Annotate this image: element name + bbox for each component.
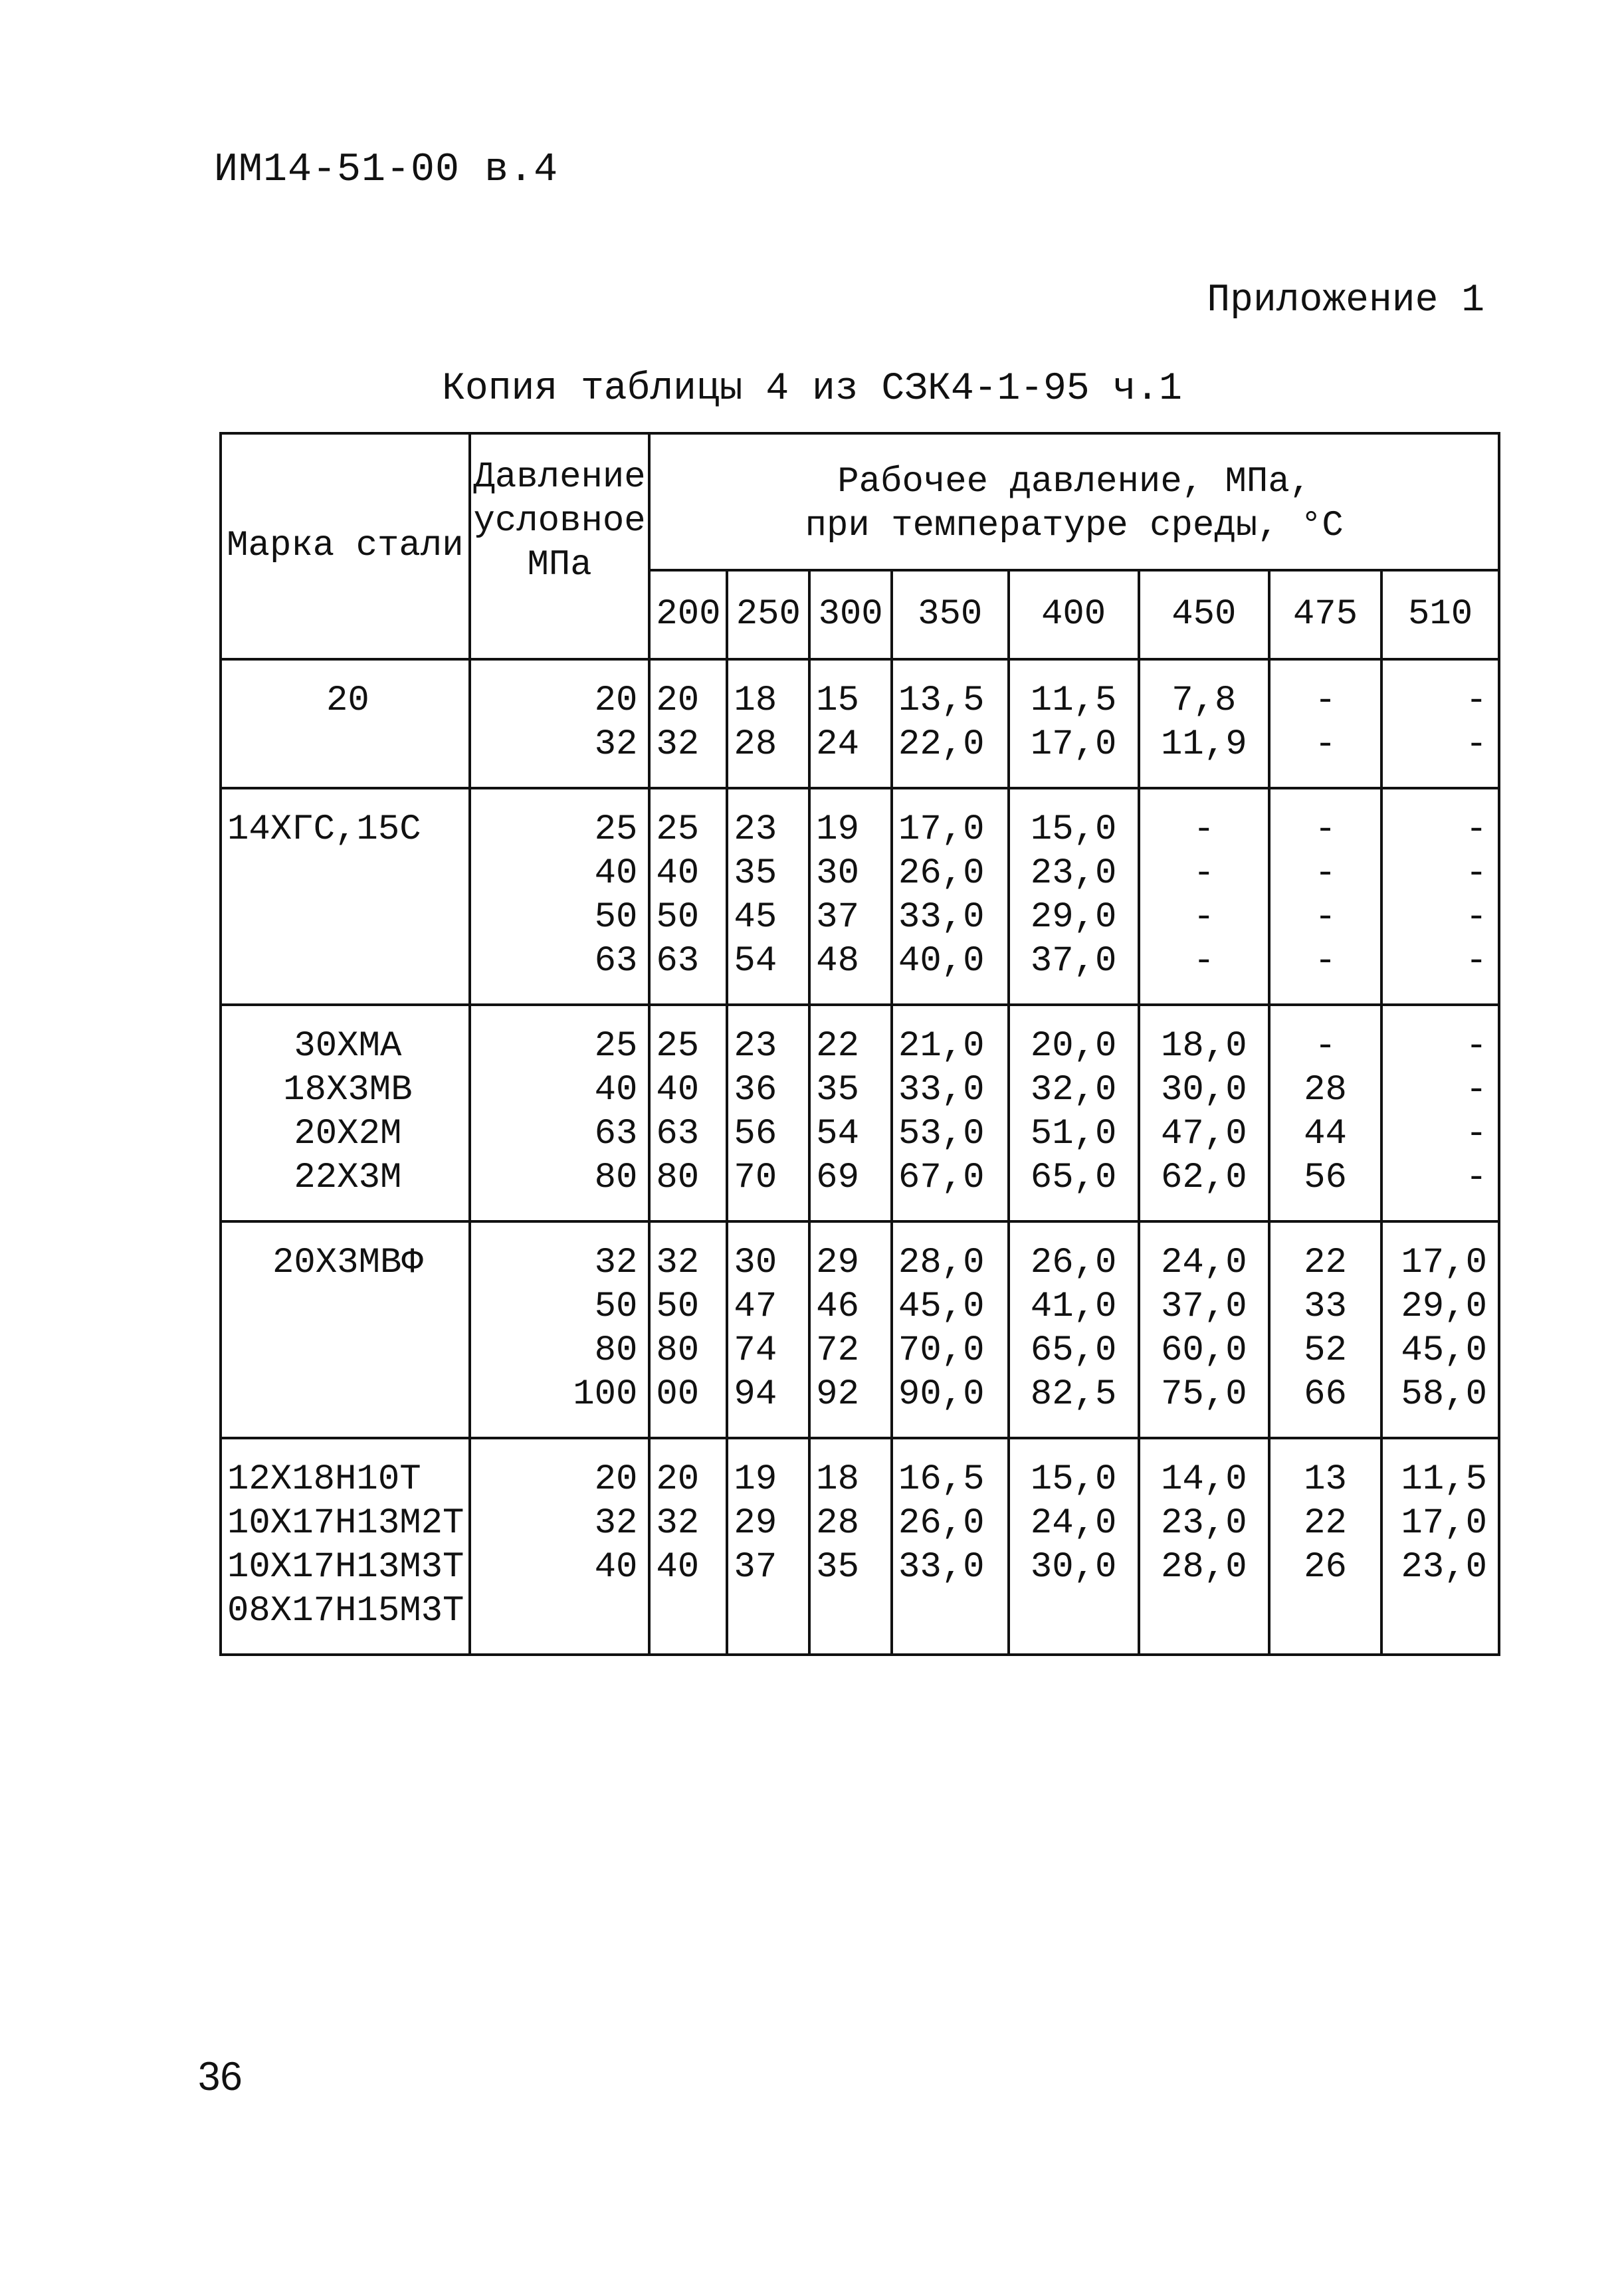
cell-value: 23 [734, 1026, 777, 1067]
cell-value: 22,0 [898, 724, 985, 765]
header-nominal-pressure [470, 433, 650, 659]
header-nominal-line: МПа [527, 545, 592, 585]
cell-value: 80 [594, 1330, 638, 1371]
appendix-label: Приложение 1 [1207, 279, 1484, 322]
cell-value: - [1465, 809, 1487, 850]
cell-value: 50 [594, 1287, 638, 1327]
cell-value: 29,0 [1030, 897, 1117, 938]
cell-value: - [1465, 853, 1487, 894]
temp-450-cell [1139, 1221, 1269, 1438]
nominal-pressure-cell [470, 1221, 650, 1438]
cell-value: 26,0 [1030, 1243, 1117, 1283]
cell-value: 94 [734, 1374, 777, 1415]
cell-value: 24,0 [1030, 1503, 1117, 1544]
cell-value: 22 [1304, 1243, 1347, 1283]
temp-475-cell [1269, 659, 1381, 788]
cell-value: 26 [1304, 1547, 1347, 1588]
header-working-pressure [649, 433, 1499, 570]
cell-value: 33,0 [898, 1547, 985, 1588]
temp-200-cell [649, 1438, 727, 1655]
header-temp-450: 450 [1139, 570, 1269, 659]
steel-grade-cell [221, 1438, 470, 1655]
table-body [221, 659, 1499, 1655]
cell-value: 100 [573, 1374, 638, 1415]
cell-value: 75,0 [1161, 1374, 1247, 1415]
cell-value: 70,0 [898, 1330, 985, 1371]
temp-450-cell [1139, 788, 1269, 1005]
temp-300-cell [809, 788, 892, 1005]
cell-value: 35 [816, 1070, 859, 1110]
cell-value: 63 [594, 1114, 638, 1154]
cell-value: 80 [656, 1330, 700, 1371]
temp-200-cell [649, 788, 727, 1005]
cell-value: 20 [594, 1459, 638, 1500]
cell-value: 20 [656, 680, 700, 721]
cell-value: 40 [656, 1547, 700, 1588]
cell-value: - [1193, 941, 1215, 982]
cell-value: - [1465, 724, 1487, 765]
table-caption: Копия таблицы 4 из СЗК4-1-95 ч.1 [442, 367, 1182, 411]
cell-value: 19 [816, 809, 859, 850]
cell-value: 32 [656, 1503, 700, 1544]
cell-value: 28 [1304, 1070, 1347, 1110]
cell-value: 60,0 [1161, 1330, 1247, 1371]
nominal-pressure-cell [470, 788, 650, 1005]
table-row [221, 788, 1499, 1005]
temp-475-cell [1269, 1438, 1381, 1655]
cell-value: 30 [734, 1243, 777, 1283]
cell-value: 40,0 [898, 941, 985, 982]
cell-value: 45,0 [1401, 1330, 1487, 1371]
cell-value: 47,0 [1161, 1114, 1247, 1154]
cell-value: 25 [656, 809, 700, 850]
header-nominal-line: условное [473, 501, 646, 542]
cell-value: 66 [1304, 1374, 1347, 1415]
cell-value: 67,0 [898, 1158, 985, 1198]
table-row [221, 1438, 1499, 1655]
steel-grade: 18Х3МВ [283, 1070, 413, 1110]
temp-450-cell [1139, 659, 1269, 788]
nominal-pressure-cell [470, 1005, 650, 1221]
temp-510-cell [1381, 659, 1499, 788]
steel-grade: 08Х17Н15М3Т [227, 1591, 464, 1631]
cell-value: 45 [734, 897, 777, 938]
temp-300-cell [809, 659, 892, 788]
cell-value: 63 [656, 941, 700, 982]
cell-value: 28,0 [1161, 1547, 1247, 1588]
cell-value: 32 [594, 724, 638, 765]
cell-value: 74 [734, 1330, 777, 1371]
header-working-line: при температуре среды, °С [805, 506, 1344, 546]
cell-value: 40 [656, 1070, 700, 1110]
temp-250-cell [727, 1438, 809, 1655]
temp-300-cell [809, 1221, 892, 1438]
table-row [221, 1005, 1499, 1221]
cell-value: - [1465, 897, 1487, 938]
cell-value: 40 [594, 853, 638, 894]
temp-510-cell [1381, 1005, 1499, 1221]
steel-grade: 12Х18Н10Т [227, 1459, 421, 1500]
cell-value: 32,0 [1030, 1070, 1117, 1110]
cell-value: 62,0 [1161, 1158, 1247, 1198]
cell-value: 29 [734, 1503, 777, 1544]
cell-value: 41,0 [1030, 1287, 1117, 1327]
temp-250-cell [727, 1221, 809, 1438]
cell-value: 32 [594, 1243, 638, 1283]
temp-250-cell [727, 659, 809, 788]
cell-value: 69 [816, 1158, 859, 1198]
cell-value: 63 [594, 941, 638, 982]
cell-value: 80 [656, 1158, 700, 1198]
cell-value: 20 [594, 680, 638, 721]
cell-value: 23,0 [1030, 853, 1117, 894]
cell-value: 46 [816, 1287, 859, 1327]
temp-200-cell [649, 659, 727, 788]
cell-value: 28 [816, 1503, 859, 1544]
header-temp-400: 400 [1009, 570, 1139, 659]
temp-350-cell [892, 1221, 1009, 1438]
cell-value: - [1465, 941, 1487, 982]
cell-value: 35 [734, 853, 777, 894]
cell-value: 44 [1304, 1114, 1347, 1154]
steel-grade: 10Х17Н13М3Т [227, 1547, 464, 1588]
header-temp-510: 510 [1381, 570, 1499, 659]
temp-300-cell [809, 1438, 892, 1655]
temp-450-cell [1139, 1005, 1269, 1221]
cell-value: 37,0 [1161, 1287, 1247, 1327]
cell-value: 18 [816, 1459, 859, 1500]
nominal-pressure-cell [470, 659, 650, 788]
header-temp-350: 350 [892, 570, 1009, 659]
steel-grade: 20 [326, 680, 369, 721]
cell-value: 26,0 [898, 853, 985, 894]
header-temp-300: 300 [809, 570, 892, 659]
cell-value: - [1193, 853, 1215, 894]
steel-grade-cell [221, 1005, 470, 1221]
temp-250-cell [727, 788, 809, 1005]
cell-value: 11,5 [1030, 680, 1117, 721]
header-steel-grade: Марка стали [221, 433, 470, 659]
cell-value: 40 [594, 1547, 638, 1588]
cell-value: 30,0 [1030, 1547, 1117, 1588]
cell-value: 30,0 [1161, 1070, 1247, 1110]
cell-value: 36 [734, 1070, 777, 1110]
cell-value: 26,0 [898, 1503, 985, 1544]
cell-value: 15 [816, 680, 859, 721]
header-working-line: Рабочее давление, МПа, [837, 462, 1312, 502]
temp-300-cell [809, 1005, 892, 1221]
cell-value: 23,0 [1161, 1503, 1247, 1544]
cell-value: 21,0 [898, 1026, 985, 1067]
header-temp-200: 200 [649, 570, 727, 659]
cell-value: - [1314, 897, 1336, 938]
cell-value: 56 [1304, 1158, 1347, 1198]
temp-200-cell [649, 1005, 727, 1221]
steel-grade: 10Х17Н13М2Т [227, 1503, 464, 1544]
cell-value: 37,0 [1030, 941, 1117, 982]
header-nominal-line: Давление [473, 457, 646, 498]
cell-value: 24 [816, 724, 859, 765]
temp-250-cell [727, 1005, 809, 1221]
cell-value: 70 [734, 1158, 777, 1198]
cell-value: - [1193, 897, 1215, 938]
cell-value: 50 [594, 897, 638, 938]
cell-value: 29 [816, 1243, 859, 1283]
cell-value: 32 [656, 724, 700, 765]
cell-value: 29,0 [1401, 1287, 1487, 1327]
cell-value: 51,0 [1030, 1114, 1117, 1154]
cell-value: 80 [594, 1158, 638, 1198]
header-temp-475: 475 [1269, 570, 1381, 659]
temp-400-cell [1009, 1221, 1139, 1438]
cell-value: 40 [656, 853, 700, 894]
table-row [221, 1221, 1499, 1438]
temp-400-cell [1009, 1438, 1139, 1655]
temp-475-cell [1269, 1005, 1381, 1221]
cell-value: 20,0 [1030, 1026, 1117, 1067]
cell-value: 25 [656, 1026, 700, 1067]
cell-value: - [1314, 680, 1336, 721]
cell-value: 58,0 [1401, 1374, 1487, 1415]
cell-value: 20 [656, 1459, 700, 1500]
cell-value: 11,9 [1161, 724, 1247, 765]
cell-value: 25 [594, 809, 638, 850]
cell-value: 53,0 [898, 1114, 985, 1154]
cell-value: 17,0 [1030, 724, 1117, 765]
temp-400-cell [1009, 659, 1139, 788]
cell-value: 63 [656, 1114, 700, 1154]
steel-grade-cell [221, 788, 470, 1005]
table-row [221, 659, 1499, 788]
cell-value: 18,0 [1161, 1026, 1247, 1067]
pressure-table [219, 432, 1500, 1656]
cell-value: - [1314, 724, 1336, 765]
temp-400-cell [1009, 788, 1139, 1005]
cell-value: 22 [816, 1026, 859, 1067]
temp-350-cell [892, 1438, 1009, 1655]
cell-value: 7,8 [1171, 680, 1237, 721]
cell-value: 82,5 [1030, 1374, 1117, 1415]
temp-350-cell [892, 659, 1009, 788]
temp-450-cell [1139, 1438, 1269, 1655]
steel-grade-cell [221, 1221, 470, 1438]
cell-value: 47 [734, 1287, 777, 1327]
cell-value: 19 [734, 1459, 777, 1500]
cell-value: - [1465, 1158, 1487, 1198]
cell-value: 23 [734, 809, 777, 850]
cell-value: - [1465, 680, 1487, 721]
temp-400-cell [1009, 1005, 1139, 1221]
cell-value: 00 [656, 1374, 700, 1415]
cell-value: - [1465, 1070, 1487, 1110]
cell-value: - [1465, 1114, 1487, 1154]
cell-value: 48 [816, 941, 859, 982]
cell-value: 50 [656, 897, 700, 938]
cell-value: - [1314, 853, 1336, 894]
cell-value: 28,0 [898, 1243, 985, 1283]
cell-value: - [1314, 941, 1336, 982]
cell-value: 17,0 [1401, 1243, 1487, 1283]
cell-value: 17,0 [1401, 1503, 1487, 1544]
cell-value: 65,0 [1030, 1158, 1117, 1198]
temp-350-cell [892, 1005, 1009, 1221]
cell-value: 14,0 [1161, 1459, 1247, 1500]
cell-value: 11,5 [1401, 1459, 1487, 1500]
cell-value: 45,0 [898, 1287, 985, 1327]
cell-value: 15,0 [1030, 1459, 1117, 1500]
cell-value: 15,0 [1030, 809, 1117, 850]
page-number: 36 [198, 2054, 243, 2099]
cell-value: 92 [816, 1374, 859, 1415]
cell-value: - [1193, 809, 1215, 850]
cell-value: 13,5 [898, 680, 985, 721]
temp-475-cell [1269, 1221, 1381, 1438]
cell-value: 17,0 [898, 809, 985, 850]
steel-grade: 22Х3М [294, 1158, 402, 1198]
temp-350-cell [892, 788, 1009, 1005]
cell-value: - [1314, 1026, 1336, 1067]
cell-value: 23,0 [1401, 1547, 1487, 1588]
cell-value: 24,0 [1161, 1243, 1247, 1283]
cell-value: 30 [816, 853, 859, 894]
steel-grade: 14ХГС,15С [227, 809, 421, 850]
header-temp-250: 250 [727, 570, 809, 659]
temp-510-cell [1381, 788, 1499, 1005]
steel-grade: 20Х2М [294, 1114, 402, 1154]
temp-510-cell [1381, 1438, 1499, 1655]
nominal-pressure-cell [470, 1438, 650, 1655]
cell-value: 65,0 [1030, 1330, 1117, 1371]
cell-value: 50 [656, 1287, 700, 1327]
cell-value: 22 [1304, 1503, 1347, 1544]
cell-value: 54 [816, 1114, 859, 1154]
cell-value: 56 [734, 1114, 777, 1154]
cell-value: 18 [734, 680, 777, 721]
cell-value: 16,5 [898, 1459, 985, 1500]
cell-value: 32 [594, 1503, 638, 1544]
cell-value: 40 [594, 1070, 638, 1110]
cell-value: 33,0 [898, 897, 985, 938]
cell-value: 52 [1304, 1330, 1347, 1371]
temp-200-cell [649, 1221, 727, 1438]
cell-value: 25 [594, 1026, 638, 1067]
cell-value: - [1465, 1026, 1487, 1067]
temp-475-cell [1269, 788, 1381, 1005]
cell-value: 13 [1304, 1459, 1347, 1500]
cell-value: - [1314, 809, 1336, 850]
cell-value: 28 [734, 724, 777, 765]
steel-grade-cell [221, 659, 470, 788]
cell-value: 37 [816, 897, 859, 938]
cell-value: 72 [816, 1330, 859, 1371]
document-code: ИМ14-51-00 в.4 [214, 148, 559, 193]
cell-value: 90,0 [898, 1374, 985, 1415]
cell-value: 33 [1304, 1287, 1347, 1327]
cell-value: 33,0 [898, 1070, 985, 1110]
steel-grade: 20Х3МВФ [272, 1243, 423, 1283]
cell-value: 35 [816, 1547, 859, 1588]
temp-510-cell [1381, 1221, 1499, 1438]
cell-value: 37 [734, 1547, 777, 1588]
cell-value: 32 [656, 1243, 700, 1283]
steel-grade: 30ХМА [294, 1026, 402, 1067]
cell-value: 54 [734, 941, 777, 982]
